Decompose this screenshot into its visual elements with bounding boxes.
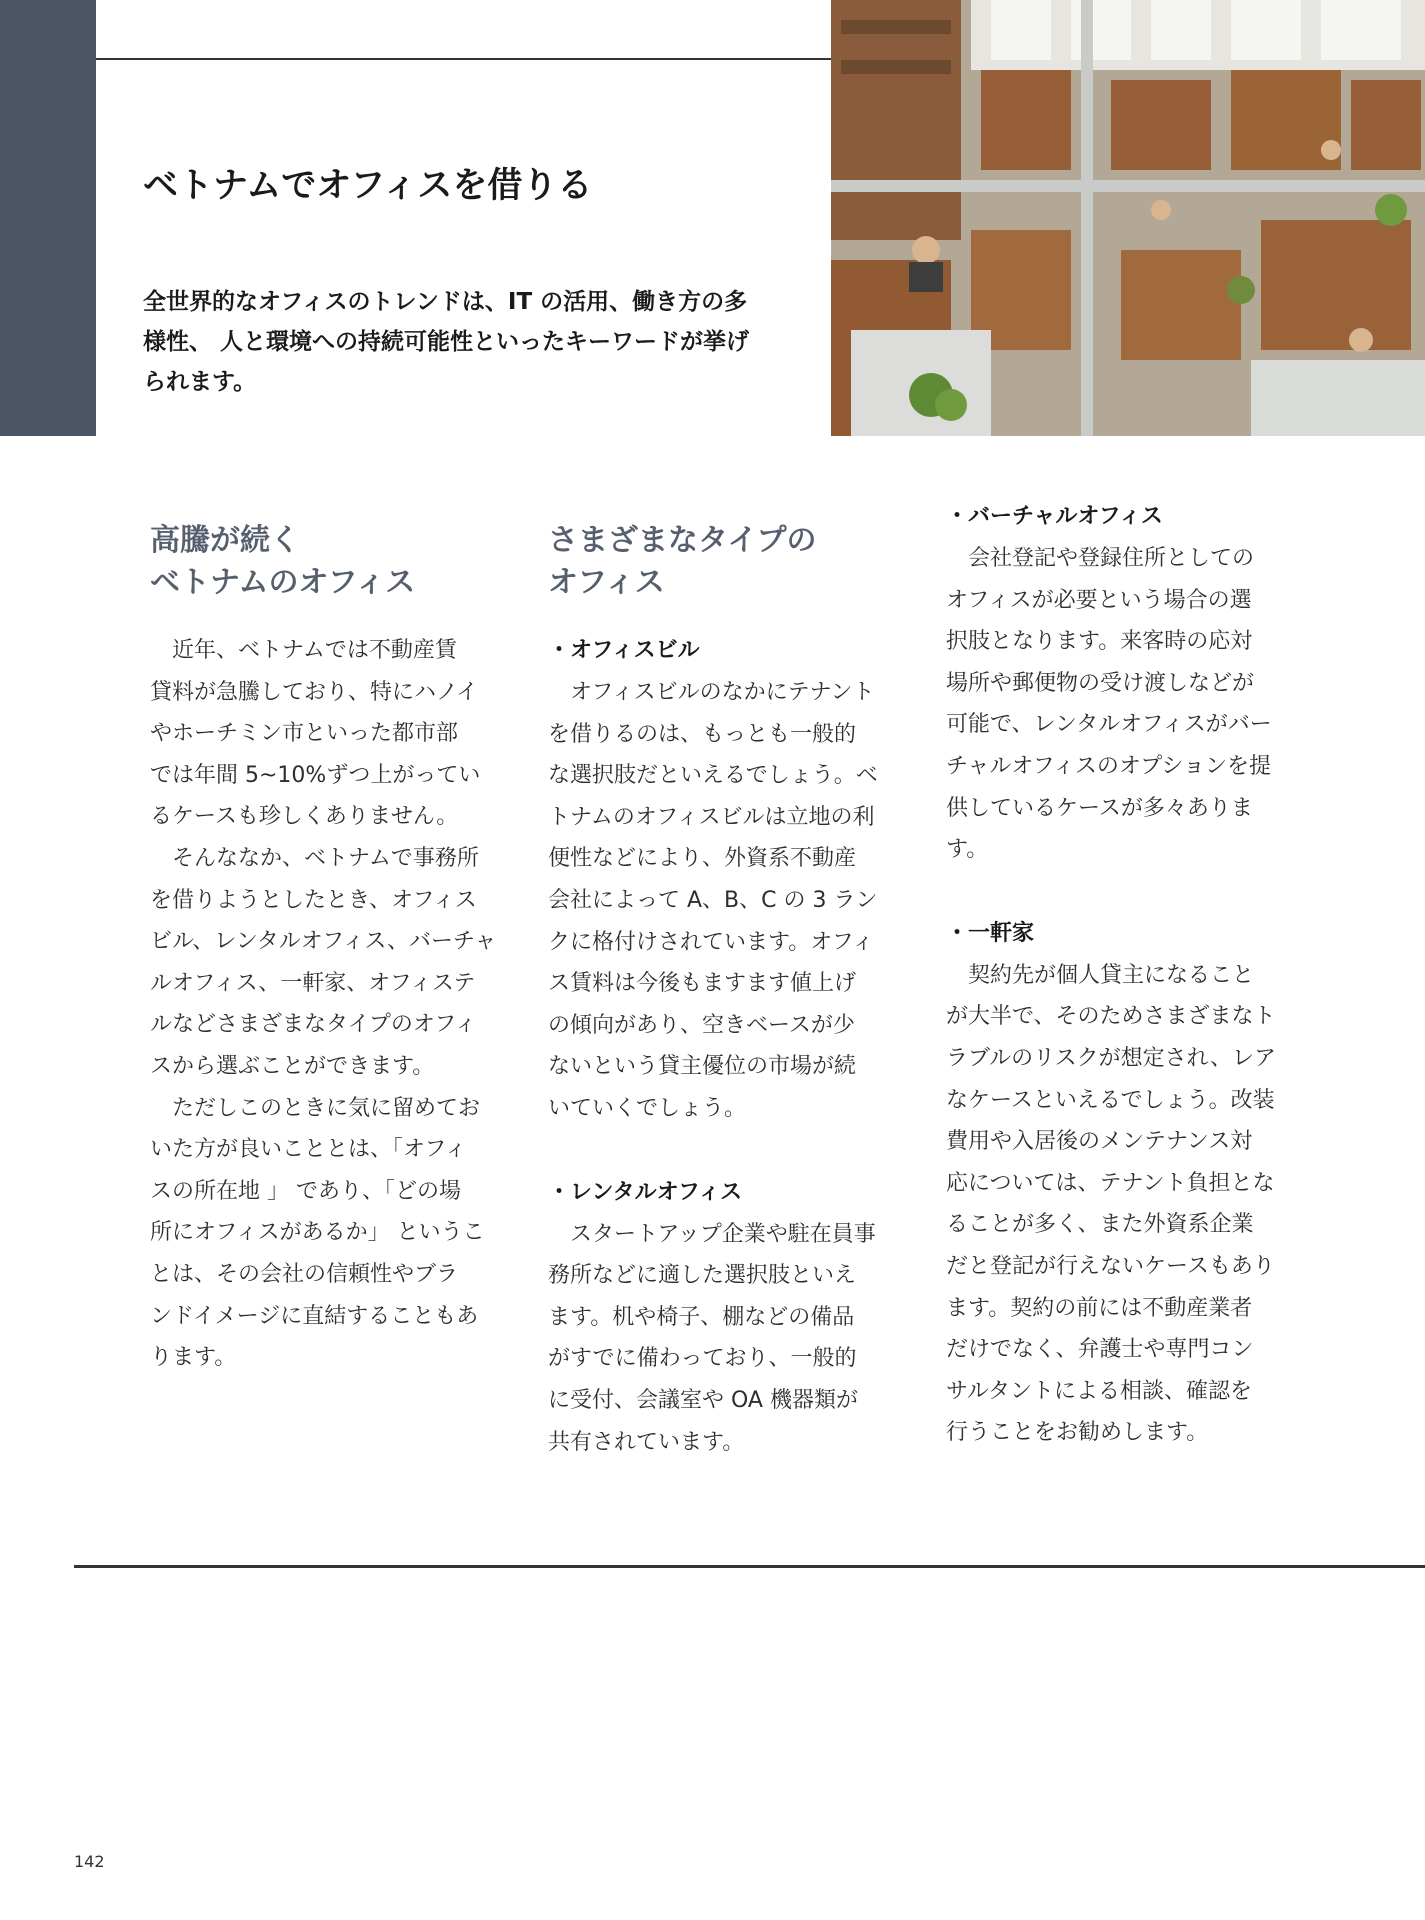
text-line: いていくでしょう。 [548,1095,747,1121]
text-line: だと登記が行えないケースもあり [946,1253,1275,1279]
heading-line: さまざまなタイプの [548,523,817,558]
text-line: な選択肢だといえるでしょう。ベ [548,763,878,789]
text-line: 近年、ベトナムでは不動産賃 [150,638,457,663]
lead-paragraph [143,282,783,402]
text-line: サルタントによる相談、確認を [946,1378,1253,1404]
bottom-rule [74,1565,1425,1568]
text-line: ます。契約の前には不動産業者 [946,1295,1253,1321]
text-line: ないという貸主優位の市場が続 [548,1054,857,1080]
text-line: るケースも珍しくありません。 [150,804,459,830]
text-line: トナムのオフィスビルは立地の利 [548,804,875,830]
text-line: 応については、テナント負担とな [946,1170,1275,1196]
page-number: 142 [74,1852,105,1871]
column-office-types [548,490,908,1463]
text-line: の傾向があり、空きベースが少 [548,1012,855,1038]
text-line: スタートアップ企業や駐在員事 [548,1221,876,1247]
text-line: ンドイメージに直結することもあ [150,1303,479,1329]
text-line: 会社によって A、B、C の 3 ラン [548,887,878,913]
paragraph-gap [548,1130,908,1172]
text-line: では年間 5~10%ずつ上がってい [150,762,481,788]
lead-line: られます。 [143,369,257,395]
lead-line: 全世界的なオフィスのトレンドは、IT の活用、働き方の多 [143,289,748,315]
text-line: とは、その会社の信頼性やブラ [150,1261,459,1287]
text-line: 貸料が急騰しており、特にハノイ [150,679,479,705]
text-line: 択肢となります。来客時の応対 [946,629,1253,655]
text-line: 共有されています。 [548,1429,745,1455]
text-line: なケースといえるでしょう。改装 [946,1087,1275,1113]
section-heading [150,520,510,604]
text-line: ることが多く、また外資系企業 [946,1212,1254,1238]
side-accent-bar [0,0,96,436]
subsection-title-rental-office: ・レンタルオフィス [548,1179,743,1205]
body-paragraph [150,630,510,1379]
subsection-title-house: ・一軒家 [946,920,1035,946]
section-heading [548,520,908,604]
text-line: ラブルのリスクが想定され、レア [946,1045,1277,1071]
text-line: ビル、レンタルオフィス、バーチャ [150,929,497,955]
text-line: を借りようとしたとき、オフィス [150,887,477,913]
text-line: スから選ぶことができます。 [150,1053,435,1079]
text-line: 契約先が個人貸主になること [946,962,1255,988]
text-line: クに格付けされています。オフィ [548,929,874,955]
text-line: に受付、会議室や OA 機器類が [548,1387,858,1413]
office-photo [831,0,1425,436]
text-line: そんななか、ベトナムで事務所 [150,845,479,871]
text-line: がすでに備わっており、一般的 [548,1346,857,1372]
text-line: 会社登記や登録住所としての [946,546,1255,571]
text-line: ます。机や椅子、棚などの備品 [548,1304,855,1330]
text-line: やホーチミン市といった都市部 [150,721,459,747]
text-line: ただしこのときに気に留めてお [150,1095,481,1121]
top-rule [96,58,831,60]
text-line: スの所在地 」 であり、「どの場 [150,1178,461,1204]
body-paragraph [548,672,908,1130]
text-line: 費用や入居後のメンテナンス対 [946,1129,1253,1155]
body-paragraph [946,955,1306,1454]
text-line: が大半で、そのためさまざまなト [946,1004,1276,1030]
column-virtual-and-house [946,496,1306,1454]
text-line: を借りるのは、もっとも一般的 [548,721,857,747]
heading-line: 高騰が続く [150,523,300,558]
text-line: ルオフィス、一軒家、オフィステ [150,970,476,996]
text-line: チャルオフィスのオプションを提 [946,753,1271,779]
page-title: ベトナムでオフィスを借りる [143,166,593,206]
text-line: 可能で、レンタルオフィスがバー [946,712,1272,738]
text-line: 行うことをお勧めします。 [946,1420,1209,1446]
subsection-title-office-building: ・オフィスビル [548,638,700,663]
text-line: 供しているケースが多々ありま [946,795,1253,821]
text-line: 所にオフィスがあるか」 というこ [150,1220,485,1246]
text-line: 場所や郵便物の受け渡しなどが [946,670,1255,696]
heading-line: オフィス [548,565,665,600]
text-line: 務所などに適した選択肢といえ [548,1263,857,1289]
text-line: ス賃料は今後もますます値上げ [548,971,857,997]
text-line: ります。 [150,1345,237,1371]
subsection-title-virtual-office: ・バーチャルオフィス [946,504,1163,529]
text-line: いた方が良いこととは、「オフィ [150,1137,467,1163]
body-paragraph [548,1214,908,1464]
text-line: ルなどさまざまなタイプのオフィ [150,1012,477,1038]
text-line: 便性などにより、外資系不動産 [548,846,857,872]
text-line: だけでなく、弁護士や専門コン [946,1337,1254,1363]
body-paragraph [946,538,1306,871]
lead-line: 様性、 人と環境への持続可能性といったキーワードが挙げ [143,329,750,355]
text-line: オフィスビルのなかにテナント [548,680,875,705]
heading-line: ベトナムのオフィス [150,565,416,600]
column-vietnam-office [150,490,510,1379]
text-line: オフィスが必要という場合の選 [946,587,1252,613]
text-line: す。 [946,837,989,863]
paragraph-gap [946,871,1306,913]
